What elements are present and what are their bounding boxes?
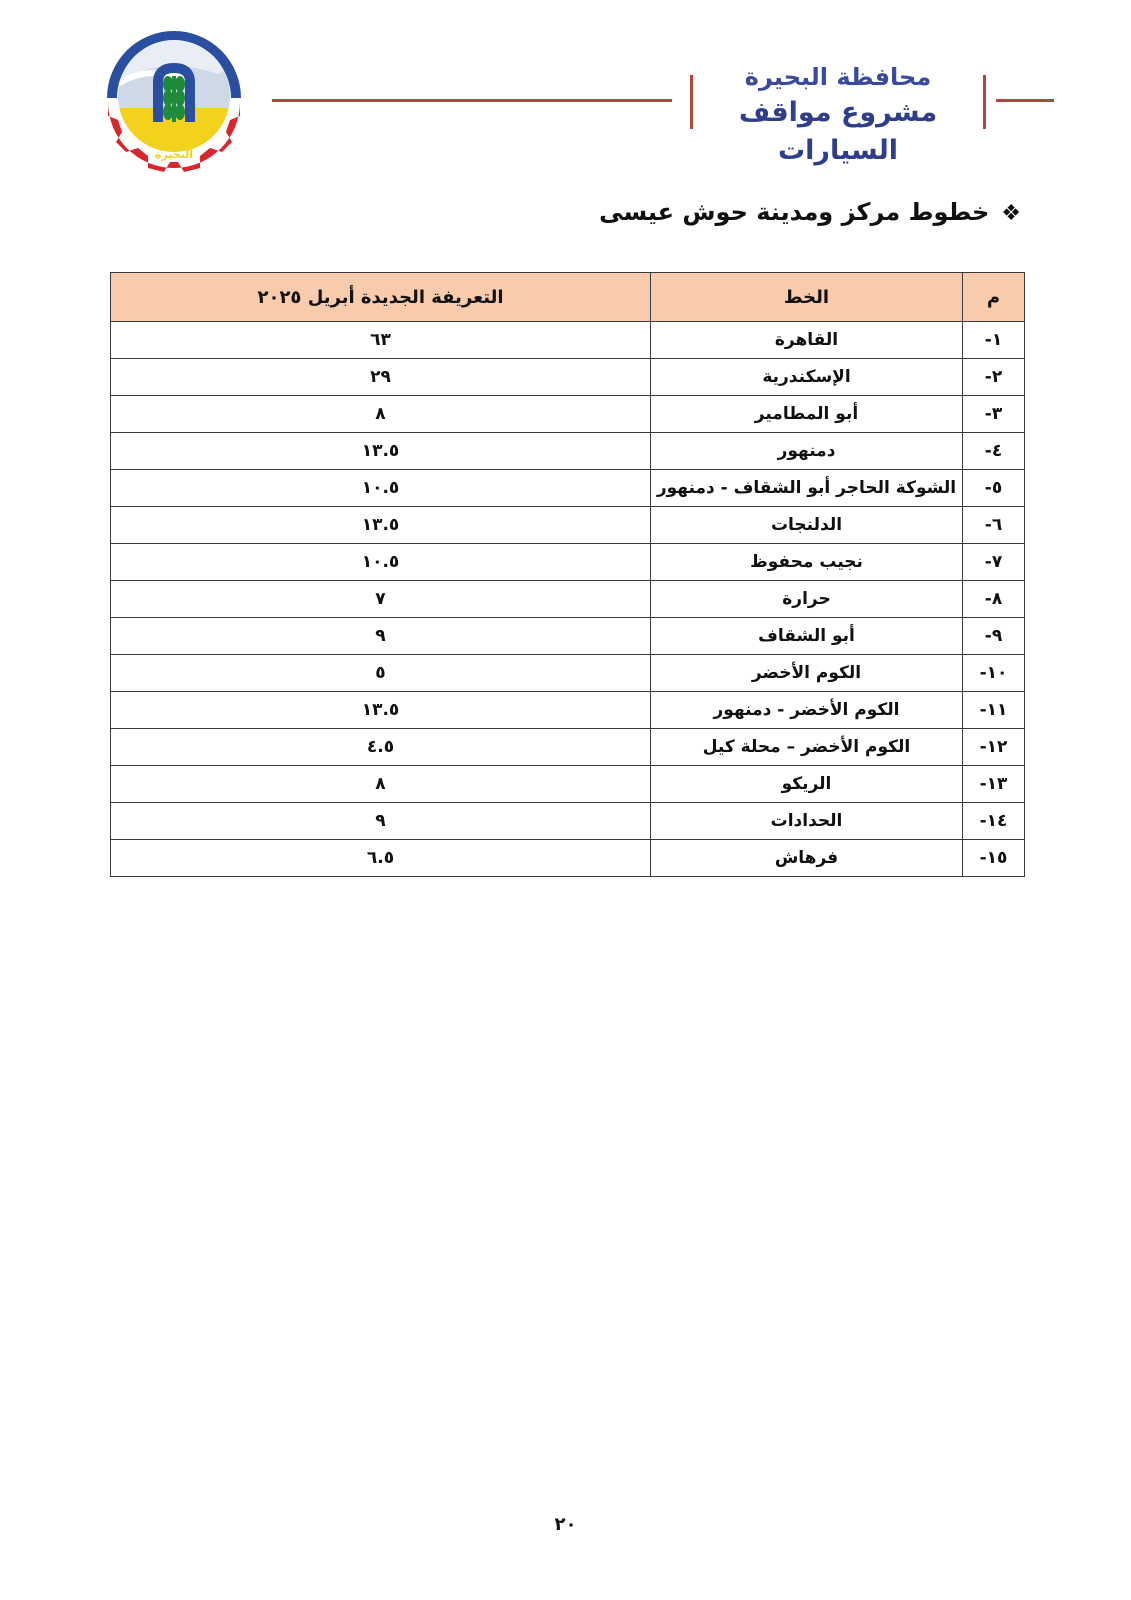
row-line: الحدادات — [651, 803, 963, 840]
row-line: نجيب محفوظ — [651, 544, 963, 581]
header-num: م — [963, 273, 1025, 322]
row-num: ٦- — [963, 507, 1025, 544]
row-fare: ١٠.٥ — [111, 470, 651, 507]
table-row — [111, 766, 1025, 803]
row-num: ٥- — [963, 470, 1025, 507]
row-fare: ٦.٥ — [111, 840, 651, 877]
row-num: ١١- — [963, 692, 1025, 729]
row-num: ١٣- — [963, 766, 1025, 803]
row-fare: ٥ — [111, 655, 651, 692]
header-bar-right — [983, 75, 986, 129]
row-line: أبو المطامير — [651, 396, 963, 433]
header-line: الخط — [651, 273, 963, 322]
row-fare: ٢٩ — [111, 359, 651, 396]
table-row — [111, 470, 1025, 507]
table-row — [111, 692, 1025, 729]
row-fare: ٩ — [111, 803, 651, 840]
row-line: الكوم الأخضر — [651, 655, 963, 692]
row-line: دمنهور — [651, 433, 963, 470]
row-num: ١- — [963, 322, 1025, 359]
header-fare: التعريفة الجديدة أبريل ٢٠٢٥ — [111, 273, 651, 322]
row-fare: ١٣.٥ — [111, 692, 651, 729]
table-header-row — [111, 273, 1025, 322]
row-line: أبو الشقاف — [651, 618, 963, 655]
row-fare: ١٠.٥ — [111, 544, 651, 581]
row-num: ٣- — [963, 396, 1025, 433]
table-row — [111, 433, 1025, 470]
header-titles — [700, 60, 976, 170]
beheira-logo-icon — [98, 24, 250, 176]
header-rule-left — [272, 99, 672, 102]
table-row — [111, 618, 1025, 655]
row-line: الإسكندرية — [651, 359, 963, 396]
table-row — [111, 840, 1025, 877]
page-number: ٢٠ — [554, 1514, 577, 1535]
row-fare: ٨ — [111, 766, 651, 803]
row-fare: ١٣.٥ — [111, 507, 651, 544]
row-line: فرهاش — [651, 840, 963, 877]
governorate-name: محافظة البحيرة — [744, 63, 932, 91]
section-title — [599, 198, 1021, 226]
project-name: مشروع مواقف السيارات — [738, 97, 938, 166]
row-num: ٧- — [963, 544, 1025, 581]
row-num: ١٢- — [963, 729, 1025, 766]
row-fare: ١٣.٥ — [111, 433, 651, 470]
row-num: ٢- — [963, 359, 1025, 396]
row-fare: ٤.٥ — [111, 729, 651, 766]
row-line: القاهرة — [651, 322, 963, 359]
row-line: حرارة — [651, 581, 963, 618]
row-num: ١٤- — [963, 803, 1025, 840]
row-fare: ٩ — [111, 618, 651, 655]
header-rule-right — [996, 99, 1054, 102]
fare-table — [110, 272, 1025, 877]
diamond-bullet-icon: ❖ — [1001, 201, 1021, 226]
row-line: الشوكة الحاجر أبو الشقاف - دمنهور — [651, 470, 963, 507]
table-row — [111, 655, 1025, 692]
section-title-text: خطوط مركز ومدينة حوش عيسى — [599, 198, 990, 226]
table-row — [111, 359, 1025, 396]
table-row — [111, 581, 1025, 618]
row-line: الريكو — [651, 766, 963, 803]
table-row — [111, 507, 1025, 544]
row-line: الدلنجات — [651, 507, 963, 544]
table-row — [111, 803, 1025, 840]
table-row — [111, 322, 1025, 359]
table-row — [111, 729, 1025, 766]
row-num: ٨- — [963, 581, 1025, 618]
row-line: الكوم الأخضر - دمنهور — [651, 692, 963, 729]
logo-label: البحيرة — [154, 148, 194, 161]
row-num: ١٥- — [963, 840, 1025, 877]
row-fare: ٦٣ — [111, 322, 651, 359]
page-header — [0, 0, 1131, 190]
row-num: ٩- — [963, 618, 1025, 655]
row-fare: ٨ — [111, 396, 651, 433]
header-bar-left — [690, 75, 693, 129]
table-row — [111, 396, 1025, 433]
row-fare: ٧ — [111, 581, 651, 618]
row-line: الكوم الأخضر – محلة كيل — [651, 729, 963, 766]
row-num: ١٠- — [963, 655, 1025, 692]
row-num: ٤- — [963, 433, 1025, 470]
table-row — [111, 544, 1025, 581]
